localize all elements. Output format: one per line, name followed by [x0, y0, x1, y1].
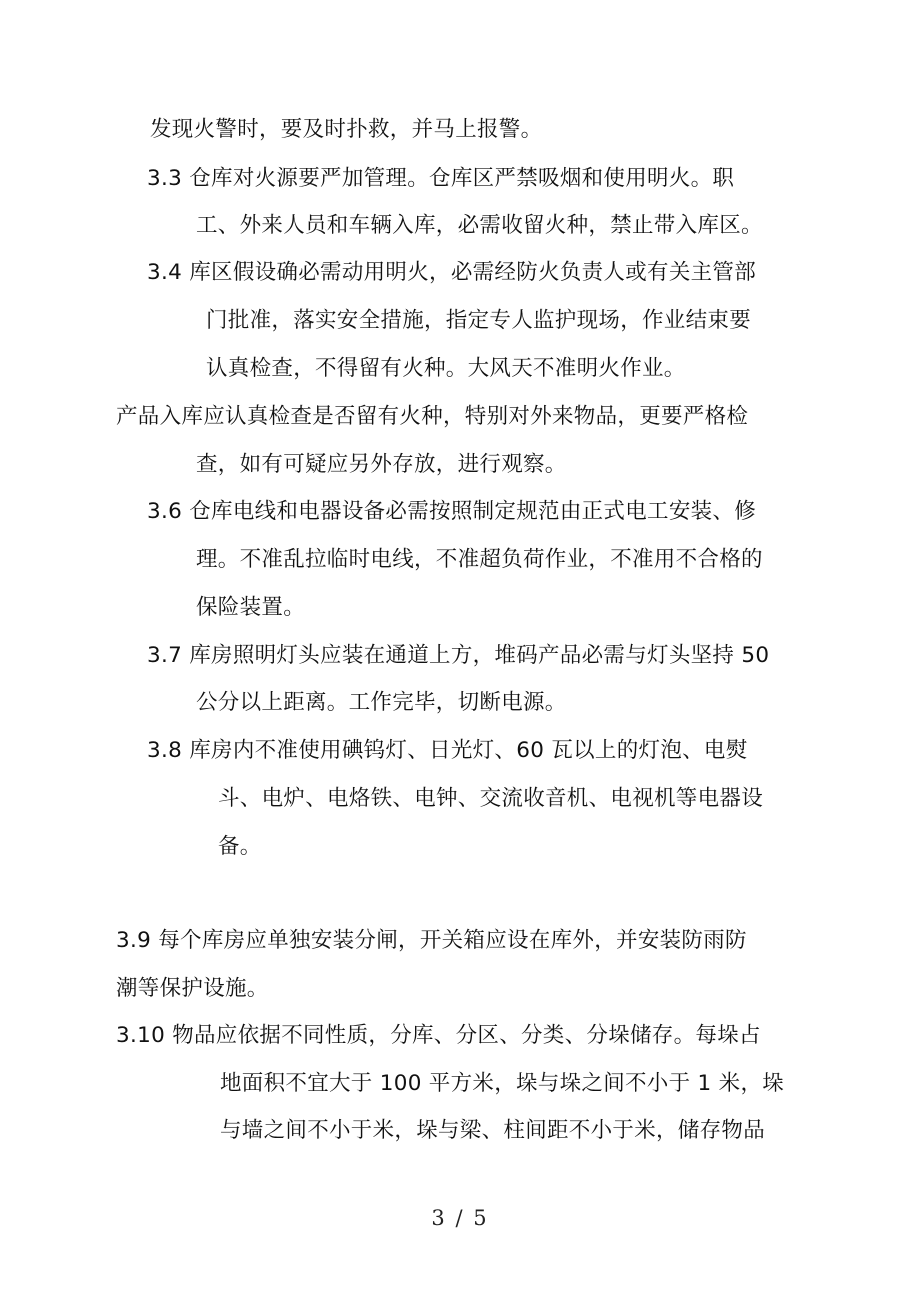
text-line: 保险装置。	[196, 595, 306, 620]
text-line: 3.10 物品应依据不同性质，分库、分区、分类、分垛储存。每垛占	[116, 1023, 761, 1048]
text-line: 3.3 仓库对火源要严加管理。仓库区严禁吸烟和使用明火。职	[147, 166, 735, 191]
text-line: 潮等保护设施。	[116, 976, 269, 1001]
text-line: 3.6 仓库电线和电器设备必需按照制定规范由正式电工安装、修	[147, 499, 757, 524]
text-line: 理。不准乱拉临时电线，不准超负荷作业，不准用不合格的	[196, 547, 763, 572]
text-line: 备。	[218, 834, 262, 859]
text-line: 发现火警时，要及时扑救，并马上报警。	[150, 117, 543, 142]
text-line: 认真检查，不得留有火种。大风天不准明火作业。	[206, 356, 686, 381]
text-line: 3.4 库区假设确必需动用明火，必需经防火负责人或有关主管部	[147, 260, 757, 285]
text-line: 工、外来人员和车辆入库，必需收留火种，禁止带入库区。	[196, 213, 763, 238]
text-line: 与墙之间不小于米，垛与梁、柱间距不小于米，储存物品	[220, 1118, 766, 1143]
text-line: 3.8 库房内不准使用碘钨灯、日光灯、60 瓦以上的灯泡、电熨	[147, 738, 748, 763]
text-line: 查，如有可疑应另外存放，进行观察。	[196, 452, 567, 477]
text-line: 地面积不宜大于 100 平方米，垛与垛之间不小于 1 米，垛	[220, 1071, 785, 1096]
text-line: 产品入库应认真检查是否留有火种，特别对外来物品，更要严格检	[116, 404, 749, 429]
text-line: 3.9 每个库房应单独安装分闸，开关箱应设在库外，并安装防雨防	[116, 928, 747, 953]
text-line: 门批准，落实安全措施，指定专人监护现场，作业结束要	[206, 308, 752, 333]
text-line: 3.7 库房照明灯头应装在通道上方，堆码产品必需与灯头坚持 50	[147, 643, 770, 668]
page-number: 3 / 5	[431, 1206, 489, 1230]
text-line: 公分以上距离。工作完毕，切断电源。	[196, 690, 567, 715]
text-line: 斗、电炉、电烙铁、电钟、交流收音机、电视机等电器设	[218, 786, 764, 811]
